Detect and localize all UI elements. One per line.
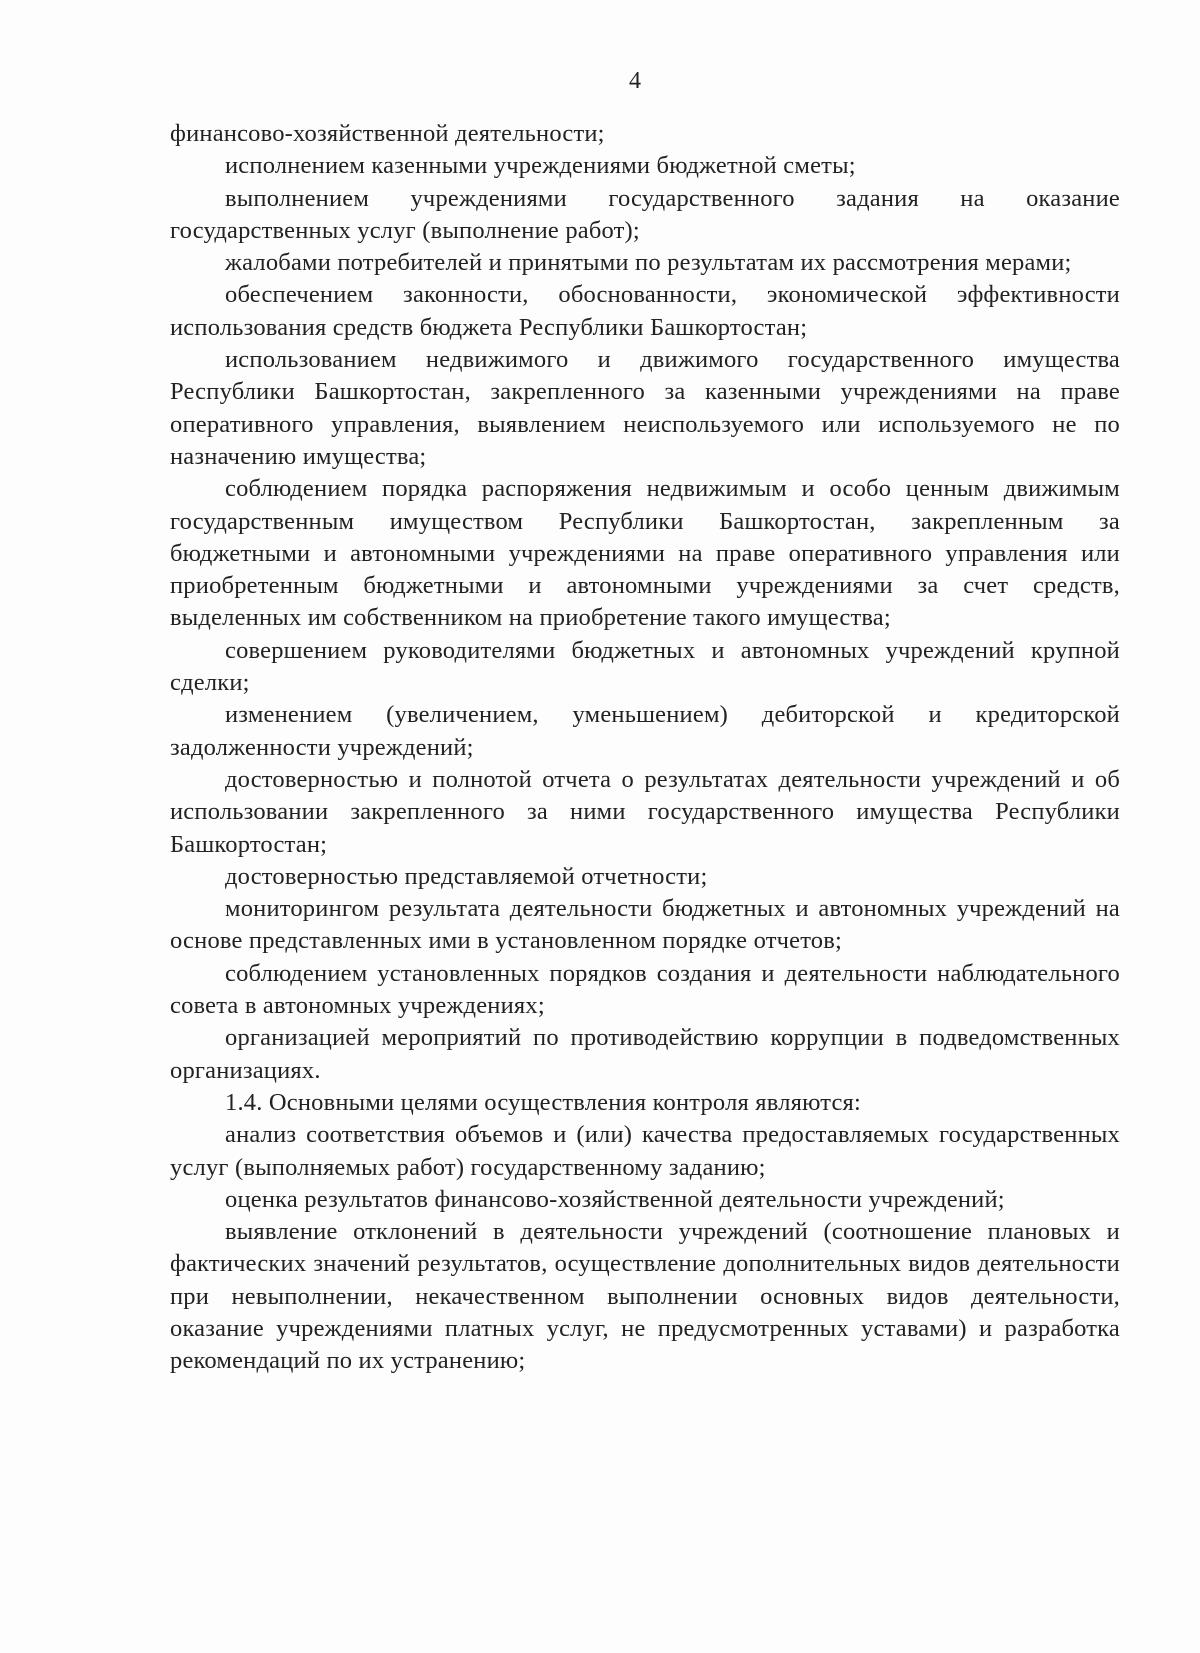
paragraph: финансово-хозяйственной деятельности;	[170, 120, 605, 147]
page-number: 4	[629, 68, 641, 94]
section-heading-1-4: 1.4. Основными целями осуществления контроля являются:	[225, 1088, 862, 1116]
paragraph: использованием недвижимого и движимого государственного имущества Республики Башкортостан, закрепленного за казенными учреждениями на праве оперативного управления, выявлением неиспользуемого или используемого не по назначению имущества;	[170, 346, 1120, 470]
paragraph: достоверностью и полнотой отчета о результатах деятельности учреждений и об использовании закрепленного за ними государственного имущества Республики Башкортостан;	[170, 765, 1120, 858]
paragraph: мониторингом результата деятельности бюджетных и автономных учреждений на основе представленных ими в установленном порядке отчетов;	[170, 895, 1120, 955]
paragraph: анализ соответствия объемов и (или) качества предоставляемых государственных услуг (выполняемых работ) государственному заданию;	[170, 1121, 1120, 1181]
paragraph: жалобами потребителей и принятыми по результатам их рассмотрения мерами;	[225, 249, 1072, 277]
paragraph: выявление отклонений в деятельности учреждений (соотношение плановых и фактических значений результатов, осуществление дополнительных видов деятельности при невыполнении, некачественном выполнении основных видов деятельности, оказание учреждениями платных услуг, не предусмотренных уставами) и разработка рекомендаций по их устранению;	[170, 1218, 1120, 1375]
paragraph: обеспечением законности, обоснованности, экономической эффективности использования средств бюджета Республики Башкортостан;	[170, 281, 1120, 341]
paragraph: организацией мероприятий по противодействию коррупции в подведомственных организациях.	[170, 1024, 1120, 1084]
paragraph: оценка результатов финансово-хозяйственной деятельности учреждений;	[225, 1185, 1005, 1213]
paragraph: достоверностью представляемой отчетности;	[225, 862, 708, 890]
paragraph: изменением (увеличением, уменьшением) дебиторской и кредиторской задолженности учреждений;	[170, 701, 1120, 761]
document-body	[170, 118, 1120, 1378]
paragraph: выполнением учреждениями государственного задания на оказание государственных услуг (выполнение работ);	[170, 184, 1120, 244]
paragraph: соблюдением порядка распоряжения недвижимым и особо ценным движимым государственным имуществом Республики Башкортостан, закрепленным за бюджетными и автономными учреждениями на праве оперативного управления или приобретенным бюджетными и автономными учреждениями за счет средств, выделенных им собственником на приобретение такого имущества;	[170, 475, 1120, 632]
paragraph: исполнением казенными учреждениями бюджетной сметы;	[225, 152, 856, 180]
paragraph: соблюдением установленных порядков создания и деятельности наблюдательного совета в автономных учреждениях;	[170, 959, 1120, 1020]
paragraph: совершением руководителями бюджетных и автономных учреждений крупной сделки;	[170, 636, 1120, 697]
